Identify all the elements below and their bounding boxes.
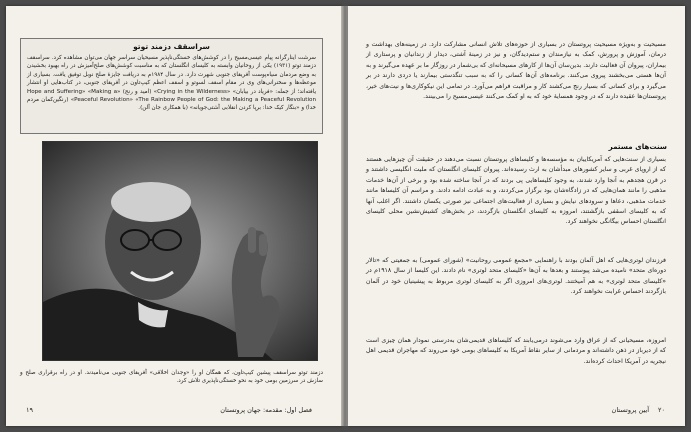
paragraph-1: مسیحیت و به‌ویژه مسیحیت پروتستان در بسیاری از حوزه‌های تلاش انسانی مشارکت دارد. در زمینه‌های بهداشت و درمان، آموزش و پرورش، کمک به نیازمندان و ستم‌دیدگان، و نیز در زمینهٔ آشتی، دیدار از زندانیان و پرستاری از بیماران، پیروان آن فعالیت دارند. بدین‌سان آن‌ها از کارهای مسیحانه‌ای که بی‌شمار در روزگار ما بر عهده می‌گیرند و به آن‌ها هستی می‌بخشند پیروی می‌کنند. برنامه‌های آن‌ها کسانی را که به سبب تنگدستی بیمارند یا دردی دارند در بر می‌گیرد و برای کسانی که بسیار رنج می‌کشند کار و مراقبت فراهم می‌آورد. در تمامی این نیکوکاری‌ها و نیت‌های خیر، پروتستان‌ها عقیده دارند که در وجود همسایهٔ خود که به او کمک می‌کنند عیسی‌مسیح را می‌بینند.	[366, 41, 666, 101]
right-page	[348, 6, 685, 426]
running-footer-left: فصل اول: مقدمه: جهان پروتستان	[220, 406, 312, 414]
section-heading: سنت‌های مستمر	[608, 142, 667, 151]
running-footer-right: آیین پروتستان	[611, 406, 649, 414]
sidebar-text: سرشت اینارگرانه پیام عیسی‌مسیح را در کوشش‌های خستگی‌ناپذیر مسیحیان سراسر جهان می‌توان مشاهده کرد. سراسقف دزمند توتو (۱۹۳۱) یکی از روحانیان وابسته به کلیسای انگلستان که به مناسبت کوشش‌های صلح‌آمیزش در راه بهبود بخشیدن به وضع مردمان سیاه‌پوست آفریقای جنوبی شهرت دارد. در سال ۱۹۸۴م به دریافت جایزهٔ صلح نوبل توفیق یافت. بسیاری از موعظه‌ها و سخنرانی‌های وی در مقام اسقف لسوتو و اسقف اعظم کیپ‌تاون در آفریقای جنوبی، در کتاب‌هایی او انتشار یافته‌اند؛ از جمله: «فریاد در بیابان» «Crying in the Wilderness» (امید و رنج) «Hope and Suffering» «Making a Peaceful Revolution» «The Rainbow People of God: the Making a Peaceful Revolution» (رنگین‌کمان مردم خدا) و «بنگار کیک خدا: برپا کردن انقلابی آشتی‌جویانه» (با همکاری جان آلن).	[27, 55, 317, 112]
sidebar-title: سراسقف دزمند توتو	[133, 42, 210, 51]
biography-sidebar-box	[20, 38, 323, 134]
left-page	[6, 6, 342, 426]
page-number-right: ۲۰	[658, 406, 665, 414]
tutu-photo	[42, 141, 318, 361]
paragraph-3: فرزندان لوتری‌هایی که اهل آلمان بودند با راهنمایی «مجمع عمومی روحانیت» (شورای عمومی) به جمعیتی که «تالار دوره‌ای متحد» نامیده می‌شد پیوستند و بعدها به آن‌ها «کلیسای متحد لوتری» نام دادند. این کلیسا از سال ۱۹۱۸م در «کلیسای متحد لوتری» به هم آمیختند. لوتری‌های امروزی اگر به کلیسای لوتری مربوط به پیشینیان خود در آلمان بازگردند احساس غرابت نخواهند کرد.	[366, 257, 666, 296]
tutu-photo-illustration	[43, 142, 317, 360]
photo-caption: دزمند توتو سراسقف پیشین کیپ‌تاون، که همگان او را «وجدان اخلاقی» آفریقای جنوبی می‌نامیدند. او در راه برقراری صلح و سازش در سرزمین بومی خود به نحو خستگی‌ناپذیری تلاش کرد.	[20, 369, 323, 385]
paragraph-4: امروزه، مسیحیانی که از عراق وارد می‌شوند درمی‌یابند که کلیساهای قدیمی‌شان به‌درستی نمودار همان چیزی است که از دیرباز در ذهن داشته‌اند و مردمانی از سایر نقاط آمریکا به کلیساهای بومی خود می‌روند که مهاجران قدیمی اهل نیجریه در آمریکا احداث کرده‌اند.	[366, 337, 666, 365]
page-number-left: ۱۹	[26, 406, 33, 414]
paragraph-2: بسیاری از سنت‌هایی که آمریکاییان به مؤسسه‌ها و کلیساهای پروتستان نسبت می‌دهند در حقیقت آن چیزهایی هستند که از اروپای غربی و سایر کشورهای مبدأشان به ارث رسیده‌اند. پیروان کلیسای انگلستان که ملیت انگلیسی داشتند و در قرن هجدهم به آنجا وارد شدند، به وجود کلیساهایی پی بردند که در آنجا ساخته شده بود و برخی از آن‌ها خدمات مذهبی را مانند همان‌هایی که در زادگاه‌شان بود برگزار می‌کردند، و به عبادت ادامه دادند. و مراسم آن کلیساها مانند خدمات مذهبی، دعاها و سرودهای نیایش و بسیاری از فعالیت‌های اجتماعی نیز صورتی یکسان داشتند. اگر اغلب آنها که به کلیسای اسقفی بازگشتند، امروزه به کلیسای انگلستان بازگردند، در بخش‌های کشیش‌نشین محلی کلیسای انگلستان احساس بیگانگی نخواهند کرد.	[366, 156, 666, 226]
